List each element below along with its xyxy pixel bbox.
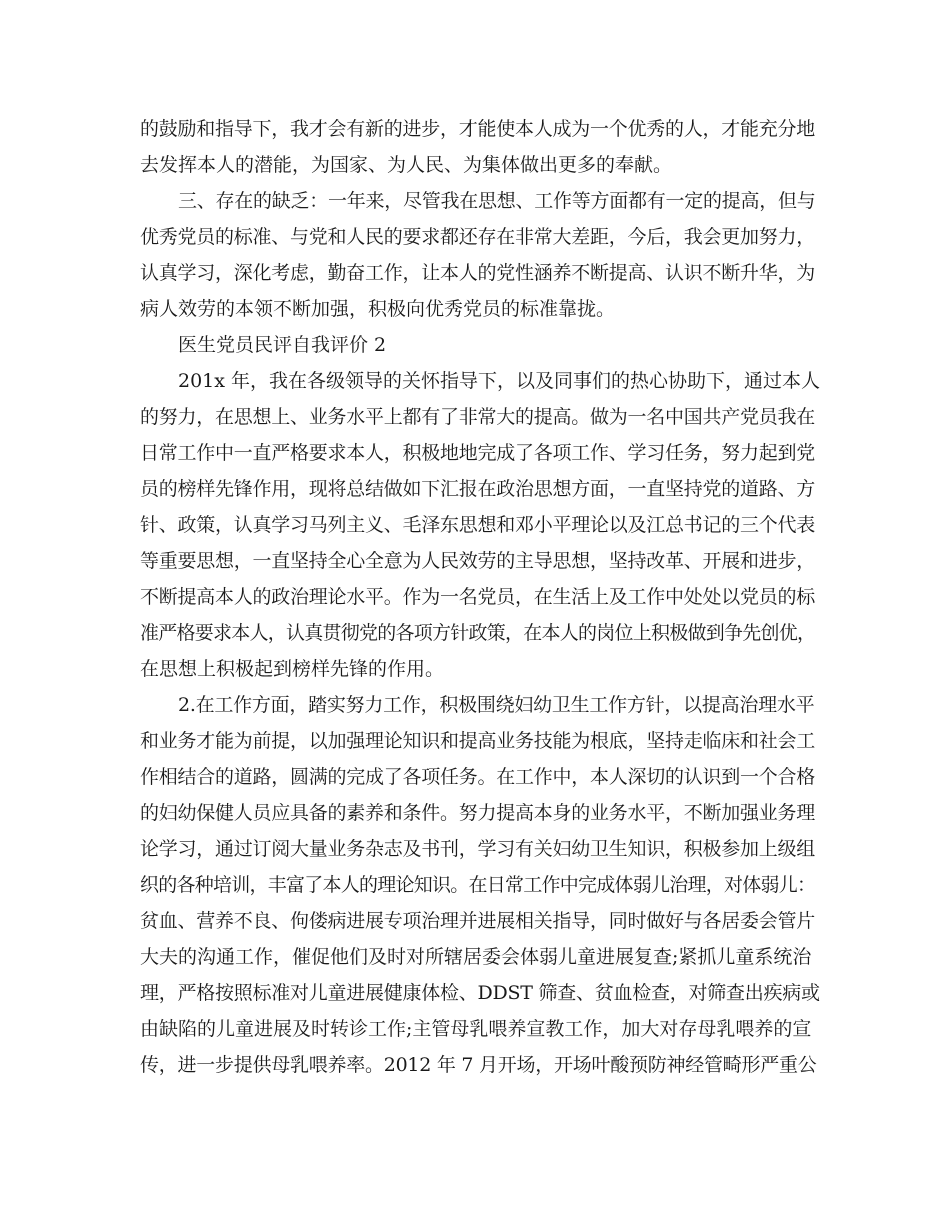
text-line: 的鼓励和指导下，我才会有新的进步，才能使本人成为一个优秀的人，才能充分地 <box>140 118 816 140</box>
text-line: 去发挥本人的潜能，为国家、为人民、为集体做出更多的奉献。 <box>140 154 673 176</box>
section-heading: 医生党员民评自我评价 2 <box>178 334 387 356</box>
text-line: 贫血、营养不良、佝偻病进展专项治理并进展相关指导，同时做好与各居委会管片 <box>140 910 816 932</box>
text-line: 在思想上积极起到榜样先锋的作用。 <box>140 658 445 680</box>
text-line: 201x 年，我在各级领导的关怀指导下，以及同事们的热心协助下，通过本人 <box>178 370 821 392</box>
text-line: 传，进一步提供母乳喂养率。2012 年 7 月开场，开场叶酸预防神经管畸形严重公 <box>140 1054 817 1076</box>
text-line: 2.在工作方面，踏实努力工作，积极围绕妇幼卫生工作方针，以提高治理水平 <box>178 694 815 716</box>
text-line: 准严格要求本人，认真贯彻党的各项方针政策，在本人的岗位上积极做到争先创优， <box>140 622 816 644</box>
text-line: 的妇幼保健人员应具备的素养和条件。努力提高本身的业务水平，不断加强业务理 <box>140 802 816 824</box>
text-line: 理，严格按照标准对儿童进展健康体检、DDST 筛查、贫血检查，对筛查出疾病或 <box>140 982 820 1004</box>
text-line: 的努力，在思想上、业务水平上都有了非常大的提高。做为一名中国共产党员我在 <box>140 406 816 428</box>
text-line: 等重要思想，一直坚持全心全意为人民效劳的主导思想，坚持改革、开展和进步， <box>140 550 816 572</box>
text-line: 针、政策，认真学习马列主义、毛泽东思想和邓小平理论以及江总书记的三个代表 <box>140 514 816 536</box>
text-line: 日常工作中一直严格要求本人，积极地地完成了各项工作、学习任务，努力起到党 <box>140 442 816 464</box>
text-line: 员的榜样先锋作用，现将总结做如下汇报在政治思想方面，一直坚持党的道路、方 <box>140 478 816 500</box>
text-line: 三、存在的缺乏：一年来，尽管我在思想、工作等方面都有一定的提高，但与 <box>178 190 816 212</box>
text-line: 由缺陷的儿童进展及时转诊工作;主管母乳喂养宣教工作，加大对存母乳喂养的宣 <box>140 1018 812 1040</box>
text-line: 病人效劳的本领不断加强，积极向优秀党员的标准靠拢。 <box>140 298 616 320</box>
text-line: 大夫的沟通工作，催促他们及时对所辖居委会体弱儿童进展复查;紧抓儿童系统治 <box>140 946 812 968</box>
text-line: 不断提高本人的政治理论水平。作为一名党员，在生活上及工作中处处以党员的标 <box>140 586 816 608</box>
document-body <box>140 111 820 1083</box>
text-line: 作相结合的道路，圆满的完成了各项任务。在工作中，本人深切的认识到一个合格 <box>140 766 816 788</box>
text-line: 和业务才能为前提，以加强理论知识和提高业务技能为根底，坚持走临床和社会工 <box>140 730 816 752</box>
text-line: 织的各种培训，丰富了本人的理论知识。在日常工作中完成体弱儿治理，对体弱儿： <box>140 874 816 896</box>
text-line: 认真学习，深化考虑，勤奋工作，让本人的党性涵养不断提高、认识不断升华，为 <box>140 262 816 284</box>
text-line: 论学习，通过订阅大量业务杂志及书刊，学习有关妇幼卫生知识，积极参加上级组 <box>140 838 816 860</box>
text-line: 优秀党员的标准、与党和人民的要求都还存在非常大差距，今后，我会更加努力， <box>140 226 816 248</box>
